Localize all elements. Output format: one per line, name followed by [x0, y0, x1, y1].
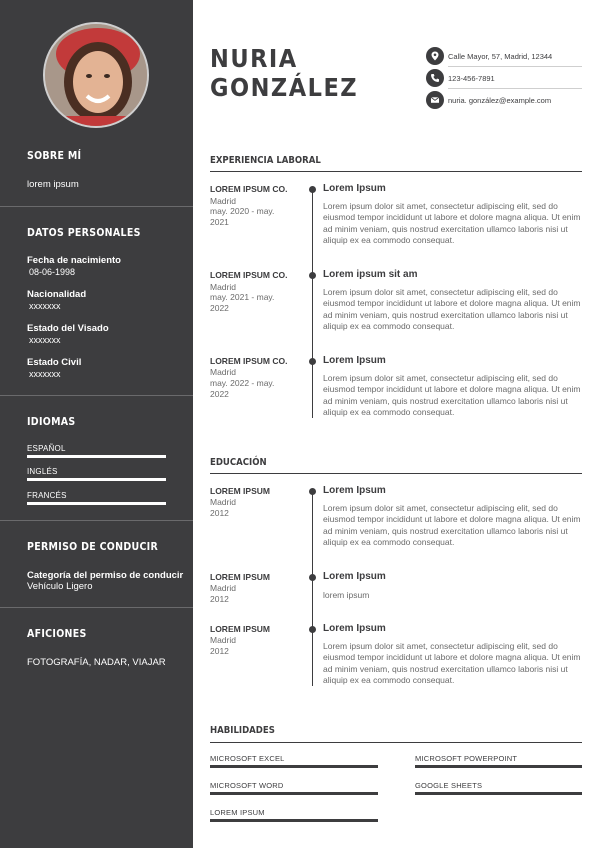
- education-description: lorem ipsum: [323, 590, 370, 600]
- section-rule: [210, 742, 582, 743]
- contact-divider: [448, 88, 582, 89]
- language-level-bar: [27, 478, 166, 481]
- contact-divider: [448, 66, 582, 67]
- last-name: GONZÁLEZ: [210, 73, 359, 102]
- experience-city: Madrid: [210, 196, 236, 206]
- about-text: lorem ipsum: [27, 179, 79, 190]
- sidebar-divider: [0, 206, 193, 207]
- education-org: LOREM IPSUM: [210, 572, 270, 582]
- skill-label: MICROSOFT WORD: [210, 781, 284, 790]
- timeline-dot: [309, 574, 316, 581]
- language-label: INGLÉS: [27, 467, 58, 476]
- experience-dates: may. 2022 - may. 2022: [210, 378, 275, 399]
- timeline-dot: [309, 488, 316, 495]
- experience-dates: may. 2021 - may. 2022: [210, 292, 275, 313]
- timeline-dot: [309, 358, 316, 365]
- about-title: SOBRE MÍ: [27, 150, 82, 162]
- marital-label: Estado Civil: [27, 357, 82, 368]
- timeline-dot: [309, 626, 316, 633]
- experience-description: Lorem ipsum dolor sit amet, consectetur adipiscing elit, sed do eiusmod tempor incididunt ut labore et dolore magna aliqua. Ut enim ad minim veniam, quis nostrud exercitation ullamco laboris nisi ut aliquip ex ea commodo consequat.: [323, 373, 581, 417]
- skill-label: MICROSOFT POWERPOINT: [415, 754, 518, 763]
- education-city: Madrid: [210, 635, 236, 645]
- sidebar-divider: [0, 607, 193, 608]
- birthdate-value: 08-06-1998: [29, 267, 76, 277]
- sidebar-divider: [0, 395, 193, 396]
- skill-label: GOOGLE SHEETS: [415, 781, 483, 790]
- visa-value: xxxxxxx: [29, 335, 61, 345]
- experience-org: LOREM IPSUM CO.: [210, 184, 288, 194]
- skill-level-bar: [210, 765, 378, 768]
- education-timeline: [312, 490, 313, 686]
- section-rule: [210, 171, 582, 172]
- license-label: Categoría del permiso de conducir: [27, 570, 184, 581]
- timeline-dot: [309, 272, 316, 279]
- email-text: nuria. gonzález@example.com: [448, 96, 552, 105]
- education-description: Lorem ipsum dolor sit amet, consectetur adipiscing elit, sed do eiusmod tempor incididunt ut labore et dolore magna aliqua. Ut enim ad minim veniam, quis nostrud exercitation ullamco laboris nisi ut aliquip ex ea commodo consequat.: [323, 503, 581, 547]
- experience-description: Lorem ipsum dolor sit amet, consectetur adipiscing elit, sed do eiusmod tempor incididunt ut labore et dolore magna aliqua. Ut enim ad minim veniam, quis nostrud exercitation ullamco laboris nisi ut aliquip ex ea commodo consequat.: [323, 201, 581, 245]
- experience-role: Lorem ipsum sit am: [323, 269, 418, 280]
- skill-level-bar: [415, 765, 582, 768]
- sidebar: [0, 0, 193, 848]
- location-icon: [426, 47, 444, 65]
- language-label: FRANCÉS: [27, 491, 67, 500]
- hobbies-text: FOTOGRAFÍA, NADAR, VIAJAR: [27, 657, 166, 668]
- skill-level-bar: [210, 819, 378, 822]
- nationality-value: xxxxxxx: [29, 301, 61, 311]
- experience-title: EXPERIENCIA LABORAL: [210, 155, 321, 166]
- education-degree: Lorem Ipsum: [323, 623, 386, 634]
- experience-dates: may. 2020 - may. 2021: [210, 206, 275, 227]
- personal-title: DATOS PERSONALES: [27, 227, 141, 239]
- education-year: 2012: [210, 646, 229, 656]
- education-year: 2012: [210, 594, 229, 604]
- language-level-bar: [27, 502, 166, 505]
- education-description: Lorem ipsum dolor sit amet, consectetur adipiscing elit, sed do eiusmod tempor incididunt ut labore et dolore magna aliqua. Ut enim ad minim veniam, quis nostrud exercitation ullamco laboris nisi ut aliquip ex ea commodo consequat.: [323, 641, 581, 685]
- experience-org: LOREM IPSUM CO.: [210, 270, 288, 280]
- education-org: LOREM IPSUM: [210, 486, 270, 496]
- education-year: 2012: [210, 508, 229, 518]
- skills-title: HABILIDADES: [210, 725, 275, 736]
- education-degree: Lorem Ipsum: [323, 571, 386, 582]
- experience-role: Lorem Ipsum: [323, 183, 386, 194]
- education-degree: Lorem Ipsum: [323, 485, 386, 496]
- first-name: NURIA: [210, 44, 298, 73]
- education-city: Madrid: [210, 497, 236, 507]
- skill-level-bar: [415, 792, 582, 795]
- experience-timeline: [312, 188, 313, 418]
- phone-text: 123-456-7891: [448, 74, 495, 83]
- phone-icon: [426, 69, 444, 87]
- hobbies-title: AFICIONES: [27, 628, 87, 640]
- experience-org: LOREM IPSUM CO.: [210, 356, 288, 366]
- address-text: Calle Mayor, 57, Madrid, 12344: [448, 52, 553, 61]
- sidebar-divider: [0, 520, 193, 521]
- email-icon: [426, 91, 444, 109]
- education-org: LOREM IPSUM: [210, 624, 270, 634]
- license-value: Vehículo Ligero: [27, 581, 93, 592]
- marital-value: xxxxxxx: [29, 369, 61, 379]
- timeline-dot: [309, 186, 316, 193]
- birthdate-label: Fecha de nacimiento: [27, 255, 121, 266]
- experience-city: Madrid: [210, 282, 236, 292]
- visa-label: Estado del Visado: [27, 323, 109, 334]
- skill-level-bar: [210, 792, 378, 795]
- skill-label: MICROSOFT EXCEL: [210, 754, 285, 763]
- languages-title: IDIOMAS: [27, 416, 76, 428]
- skill-label: LOREM IPSUM: [210, 808, 265, 817]
- language-label: ESPAÑOL: [27, 444, 66, 453]
- education-title: EDUCACIÓN: [210, 457, 267, 468]
- experience-city: Madrid: [210, 367, 236, 377]
- profile-photo: [43, 22, 149, 128]
- experience-description: Lorem ipsum dolor sit amet, consectetur adipiscing elit, sed do eiusmod tempor incididunt ut labore et dolore magna aliqua. Ut enim ad minim veniam, quis nostrud exercitation ullamco laboris nisi ut aliquip ex ea commodo consequat.: [323, 287, 581, 331]
- language-level-bar: [27, 455, 166, 458]
- education-city: Madrid: [210, 583, 236, 593]
- section-rule: [210, 473, 582, 474]
- nationality-label: Nacionalidad: [27, 289, 87, 300]
- experience-role: Lorem Ipsum: [323, 355, 386, 366]
- license-title: PERMISO DE CONDUCIR: [27, 541, 159, 553]
